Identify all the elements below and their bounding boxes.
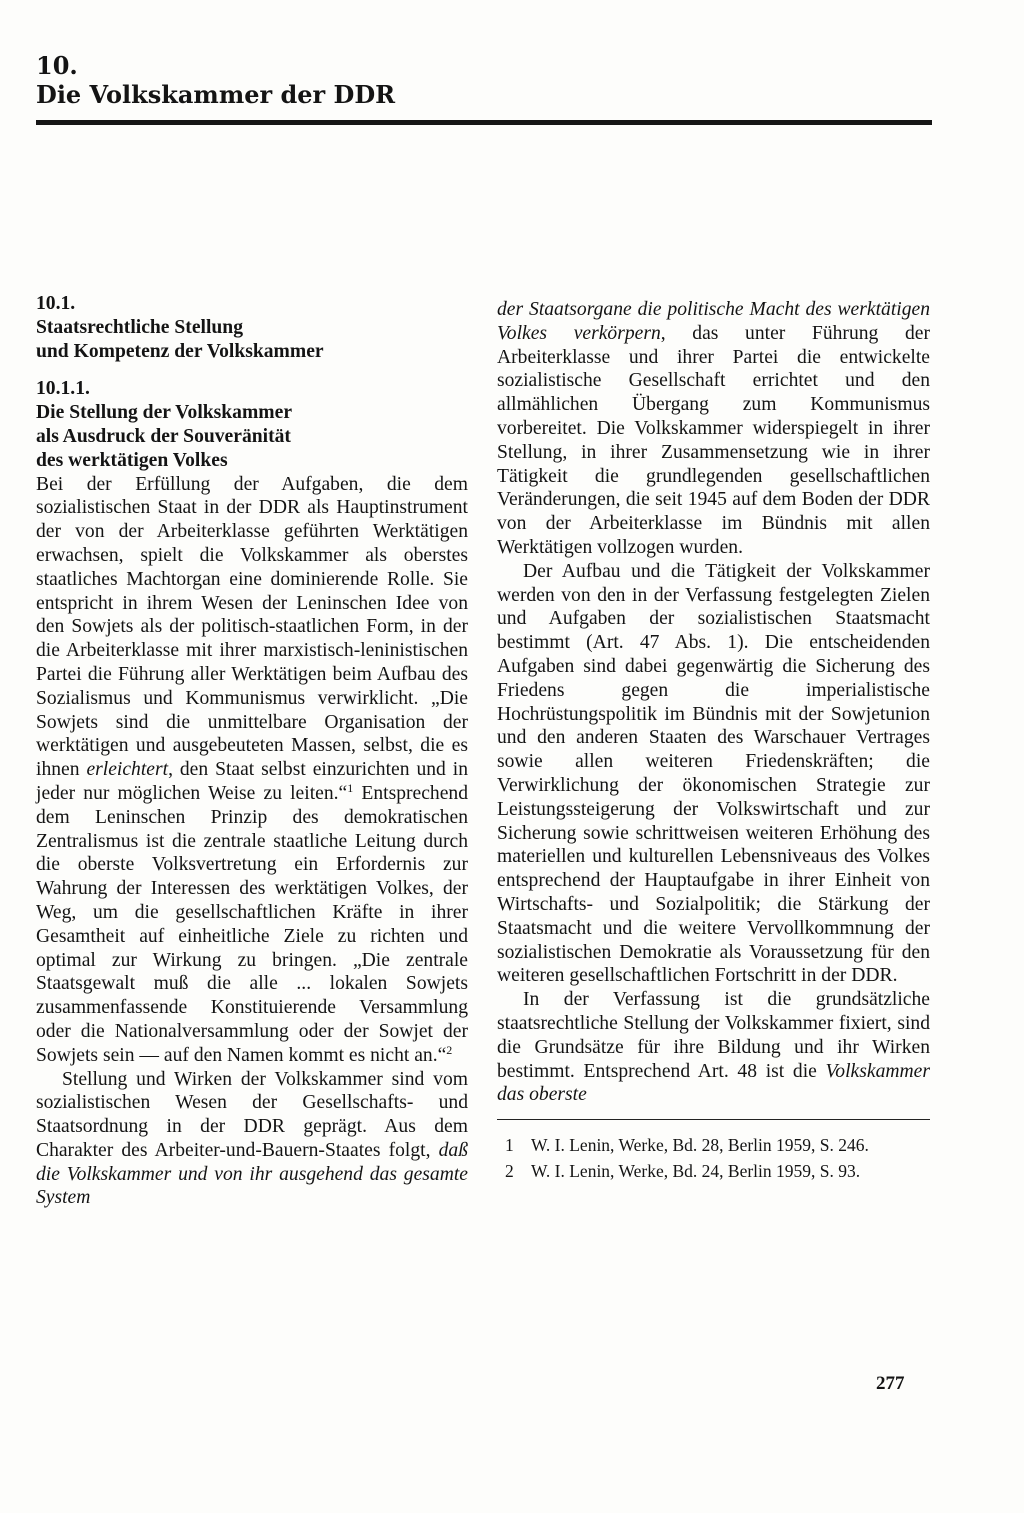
footnote-number: 2 — [505, 1161, 514, 1182]
body-paragraph: Der Aufbau und die Tätigkeit der Volkskammer werden von den in der Verfassung festgelegten Zielen und Aufgaben der sozialistischen Staatsmacht bestimmt (Art. 47 Abs. 1). Die entscheidenden Aufgaben sind dabei gegenwärtig die Sicherung des Friedens gegen die imperialistische Hochrüstungspolitik im Bündnis mit der Sowjetunion und den anderen Staaten des Warschauer Vertrages sowie allen weiteren Friedenskräften; die Verwirklichung der ökonomischen Strategie zur Leistungssteigerung der Volkswirtschaft und zur Sicherung sowie schrittweisen weiteren Erhöhung des materiellen und kulturellen Lebensniveaus des Volkes entsprechend der Hauptaufgabe in ihrer Einheit von Wirtschafts- und Sozialpolitik; die Stärkung der Staatsmacht und die weitere Vervollkommnung der sozialistischen Demokratie als Voraussetzung für den weiteren gesellschaftlichen Fortschritt in der DDR. — [497, 560, 930, 987]
subsection-title-line: Die Stellung der Volkskammer — [36, 402, 293, 424]
footnote-ref: 1 — [347, 780, 354, 795]
footnote — [497, 1160, 930, 1182]
chapter-number: 10. — [36, 51, 78, 80]
subsection-heading — [36, 377, 468, 472]
section-number: 10.1. — [36, 293, 76, 314]
chapter-title: Die Volkskammer der DDR — [36, 80, 396, 109]
italic-run: daß die Volkskammer und von ihr ausgehend das gesamte System — [36, 1139, 468, 1209]
text-run: Entsprechend dem Leninschen Prinzip des demokratischen Zentralismus ist die zentrale staatliche Leitung durch die oberste Volksvertretung ein Erfordernis zur Wahrung der Interessen des werktätigen Volkes, der Weg, um die gesellschaftlichen Kräfte in ihrer Gesamtheit auf einheitliche Ziele zu richten und optimal zur Wirkung zu bringen. „Die zentrale Staatsgewalt muß die alle ... lokalen Sowjets zusammenfassende Konstituierende Versammlung oder die Nationalversammlung oder der Sowjet der Sowjets sein — auf den Namen kommt es nicht an.“ — [36, 782, 468, 1066]
body-paragraph — [497, 988, 930, 1107]
subsection-number: 10.1.1. — [36, 378, 90, 400]
italic-run: der Staatsorgane die politische Macht des werktätigen Volkes verkörpern — [497, 299, 930, 344]
text-run: Bei der Erfüllung der Aufgaben, die dem sozialistischen Staat in der DDR als Hauptinstrument der von der Arbeiterklasse geführten Werktätigen erwachsen, spielt die Volkskammer als oberstes staatliches Machtorgan eine dominierende Rolle. Sie entspricht in ihrem Wesen der Leninschen Idee von den Sowjets als der politisch-staatlichen Form, in der die Arbeiterklasse mit ihrer marxistisch-leninistischen Partei die Führung aller Werktätigen beim Aufbau des Sozialismus und Kommunismus verwirklicht. „Die Sowjets sind die unmittelbare Organisation der werktätigen und ausgebeuteten Massen, selbst, die es ihnen — [36, 473, 468, 781]
footnote-text: W. I. Lenin, Werke, Bd. 24, Berlin 1959, S. 93. — [531, 1161, 861, 1182]
chapter-rule — [36, 120, 932, 125]
left-column — [36, 292, 468, 1210]
text-run: In der Verfassung ist die grundsätzliche staatsrechtliche Stellung der Volkskammer fixiert, sind die Grundsätze für ihre Bildung und ihr Wirken bestimmt. Entsprechend Art. 48 ist die — [497, 989, 930, 1082]
body-paragraph — [36, 1068, 468, 1211]
section-heading — [36, 292, 468, 363]
italic-run: Volkskammer das oberste — [497, 1060, 930, 1106]
subsection-title-line: als Ausdruck der Souveränität — [36, 425, 291, 447]
subsection-title-line: des werktätigen Volkes — [36, 449, 228, 471]
text-run: Stellung und Wirken der Volkskammer sind vom sozialistischen Wesen der Gesellschafts- und Staatsordnung in der DDR geprägt. Aus dem Charakter des Arbeiter-und-Bauern-Staates folgt, — [36, 1068, 468, 1161]
section-title-line: Staatsrechtliche Stellung — [36, 316, 243, 338]
footnotes — [497, 1119, 930, 1182]
page-number: 277 — [876, 1373, 905, 1394]
chapter-heading — [36, 52, 932, 110]
section-title-line: und Kompetenz der Volkskammer — [36, 340, 324, 362]
text-run: , den Staat selbst einzurichten und in jeder nur möglichen Weise zu leiten.“ — [36, 759, 468, 804]
footnote — [497, 1134, 930, 1156]
body-paragraph — [497, 298, 930, 560]
footnote-text: W. I. Lenin, Werke, Bd. 28, Berlin 1959, S. 246. — [531, 1135, 869, 1156]
right-column — [497, 298, 930, 1186]
footnote-ref: 2 — [446, 1042, 453, 1057]
italic-run: erleichtert — [86, 759, 169, 781]
footnote-number: 1 — [505, 1135, 514, 1156]
text-run: , das unter Führung der Arbeiterklasse und ihrer Partei die entwickelte sozialistische Gesellschaft errichtet und den allmählichen Übergang zum Kommunismus vorbereitet. Die Volkskammer widerspiegelt in ihrer Stellung, in ihrer Zusammensetzung wie in ihrer Tätigkeit die grundlegenden gesellschaftlichen Veränderungen, die seit 1945 auf dem Boden der DDR von der Arbeiterklasse im Bündnis mit allen Werktätigen vollzogen wurden. — [497, 322, 930, 558]
body-paragraph — [36, 473, 468, 1068]
